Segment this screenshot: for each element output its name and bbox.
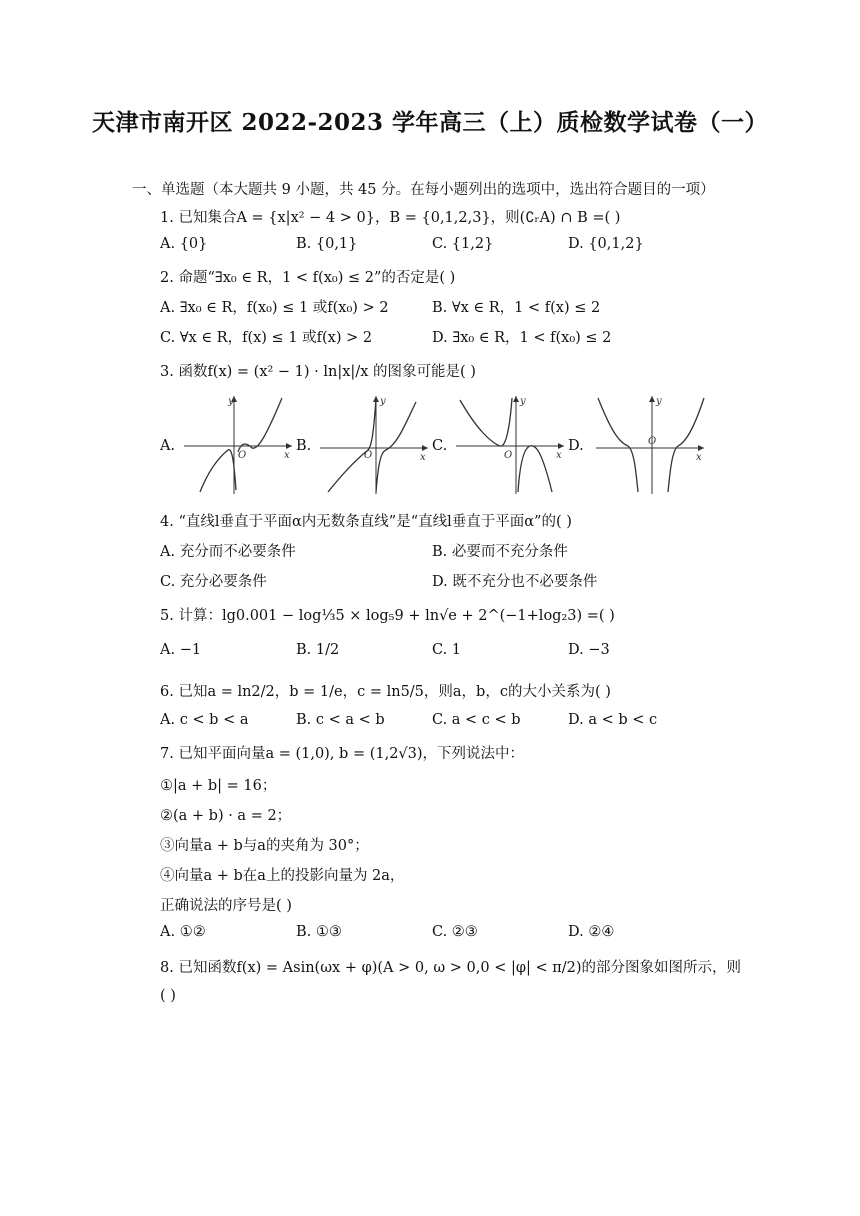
q2-option-c: C. ∀x ∈ R，f(x) ≤ 1 或f(x) > 2 bbox=[160, 330, 373, 346]
page-title: 天津市南开区 2022-2023 学年高三（上）质检数学试卷（一） bbox=[91, 109, 769, 136]
q1-option-d: D. {0,1,2} bbox=[568, 236, 644, 252]
q7-prompt: 正确说法的序号是( ) bbox=[160, 898, 292, 914]
question-5-stem: 5. 计算：lg0.001 − log⅓5 × log₅9 + ln√e + 2^(−1+log₂3) =( ) bbox=[160, 608, 615, 624]
q5-option-c: C. 1 bbox=[432, 642, 462, 658]
axis-x-label: x bbox=[696, 452, 702, 463]
q5-option-a: A. −1 bbox=[160, 642, 202, 658]
q2-option-a: A. ∃x₀ ∈ R，f(x₀) ≤ 1 或f(x₀) > 2 bbox=[160, 300, 389, 316]
q7-statement-2: ②(a + b) · a = 2； bbox=[160, 808, 292, 824]
origin-label: O bbox=[504, 450, 513, 461]
axis-x-label: x bbox=[556, 450, 562, 461]
origin-label: O bbox=[238, 450, 247, 461]
q6-option-c: C. a < c < b bbox=[432, 712, 521, 728]
axis-y-label: y bbox=[380, 396, 386, 407]
q3-graph-a bbox=[178, 392, 296, 496]
q7-option-d: D. ②④ bbox=[568, 924, 615, 940]
question-3-stem: 3. 函数f(x) = (x² − 1) · ln|x|/x 的图象可能是( ) bbox=[160, 364, 476, 380]
q7-statement-1: ①|a + b| = 16； bbox=[160, 778, 277, 794]
axis-x-label: x bbox=[284, 450, 290, 461]
q2-option-d: D. ∃x₀ ∈ R，1 < f(x₀) ≤ 2 bbox=[432, 330, 612, 346]
q1-option-c: C. {1,2} bbox=[432, 236, 494, 252]
origin-label: O bbox=[364, 450, 373, 461]
q3-label-b: B. bbox=[296, 438, 312, 454]
question-8-stem: 8. 已知函数f(x) = Asin(ωx + φ)(A > 0, ω > 0,0 < |φ| < π/2)的部分图象如图所示，则 bbox=[160, 960, 742, 976]
q3-label-c: C. bbox=[432, 438, 448, 454]
q3-label-d: D. bbox=[568, 438, 584, 454]
q4-option-b: B. 必要而不充分条件 bbox=[432, 544, 568, 560]
q7-option-b: B. ①③ bbox=[296, 924, 342, 940]
q1-option-a: A. {0} bbox=[160, 236, 208, 252]
q4-option-a: A. 充分而不必要条件 bbox=[160, 544, 296, 560]
q7-statement-3: ③向量a + b与a的夹角为 30°； bbox=[160, 838, 369, 854]
q6-option-b: B. c < a < b bbox=[296, 712, 385, 728]
q6-option-d: D. a < b < c bbox=[568, 712, 658, 728]
q3-graph-b bbox=[314, 392, 432, 496]
axis-y-label: y bbox=[520, 396, 526, 407]
origin-label: O bbox=[648, 436, 657, 447]
question-4-stem: 4. “直线l垂直于平面α内无数条直线”是“直线l垂直于平面α”的( ) bbox=[160, 514, 572, 530]
question-8-stem-continued: ( ) bbox=[160, 988, 176, 1004]
q7-option-c: C. ②③ bbox=[432, 924, 478, 940]
q3-label-a: A. bbox=[160, 438, 176, 454]
axis-y-label: y bbox=[656, 396, 662, 407]
q3-graph-d bbox=[590, 392, 708, 496]
section-heading: 一、单选题（本大题共 9 小题，共 45 分。在每小题列出的选项中，选出符合题目的一项） bbox=[132, 182, 715, 198]
q2-option-b: B. ∀x ∈ R，1 < f(x) ≤ 2 bbox=[432, 300, 601, 316]
q4-option-c: C. 充分必要条件 bbox=[160, 574, 267, 590]
q3-graph-c bbox=[450, 392, 568, 496]
q6-option-a: A. c < b < a bbox=[160, 712, 249, 728]
q7-option-a: A. ①② bbox=[160, 924, 206, 940]
q1-option-b: B. {0,1} bbox=[296, 236, 358, 252]
q5-option-d: D. −3 bbox=[568, 642, 610, 658]
question-7-stem: 7. 已知平面向量a = (1,0), b = (1,2√3)，下列说法中： bbox=[160, 746, 525, 762]
question-2-stem: 2. 命题“∃x₀ ∈ R，1 < f(x₀) ≤ 2”的否定是( ) bbox=[160, 270, 456, 286]
q4-option-d: D. 既不充分也不必要条件 bbox=[432, 574, 598, 590]
q7-statement-4: ④向量a + b在a上的投影向量为 2a， bbox=[160, 868, 405, 884]
axis-x-label: x bbox=[420, 452, 426, 463]
question-6-stem: 6. 已知a = ln2/2，b = 1/e，c = ln5/5，则a，b，c的大小关系为( ) bbox=[160, 684, 611, 700]
question-1-stem: 1. 已知集合A = {x|x² − 4 > 0}，B = {0,1,2,3}，则(∁ᵣA) ∩ B =( ) bbox=[160, 210, 621, 226]
q5-option-b: B. 1/2 bbox=[296, 642, 340, 658]
axis-y-label: y bbox=[228, 396, 234, 407]
